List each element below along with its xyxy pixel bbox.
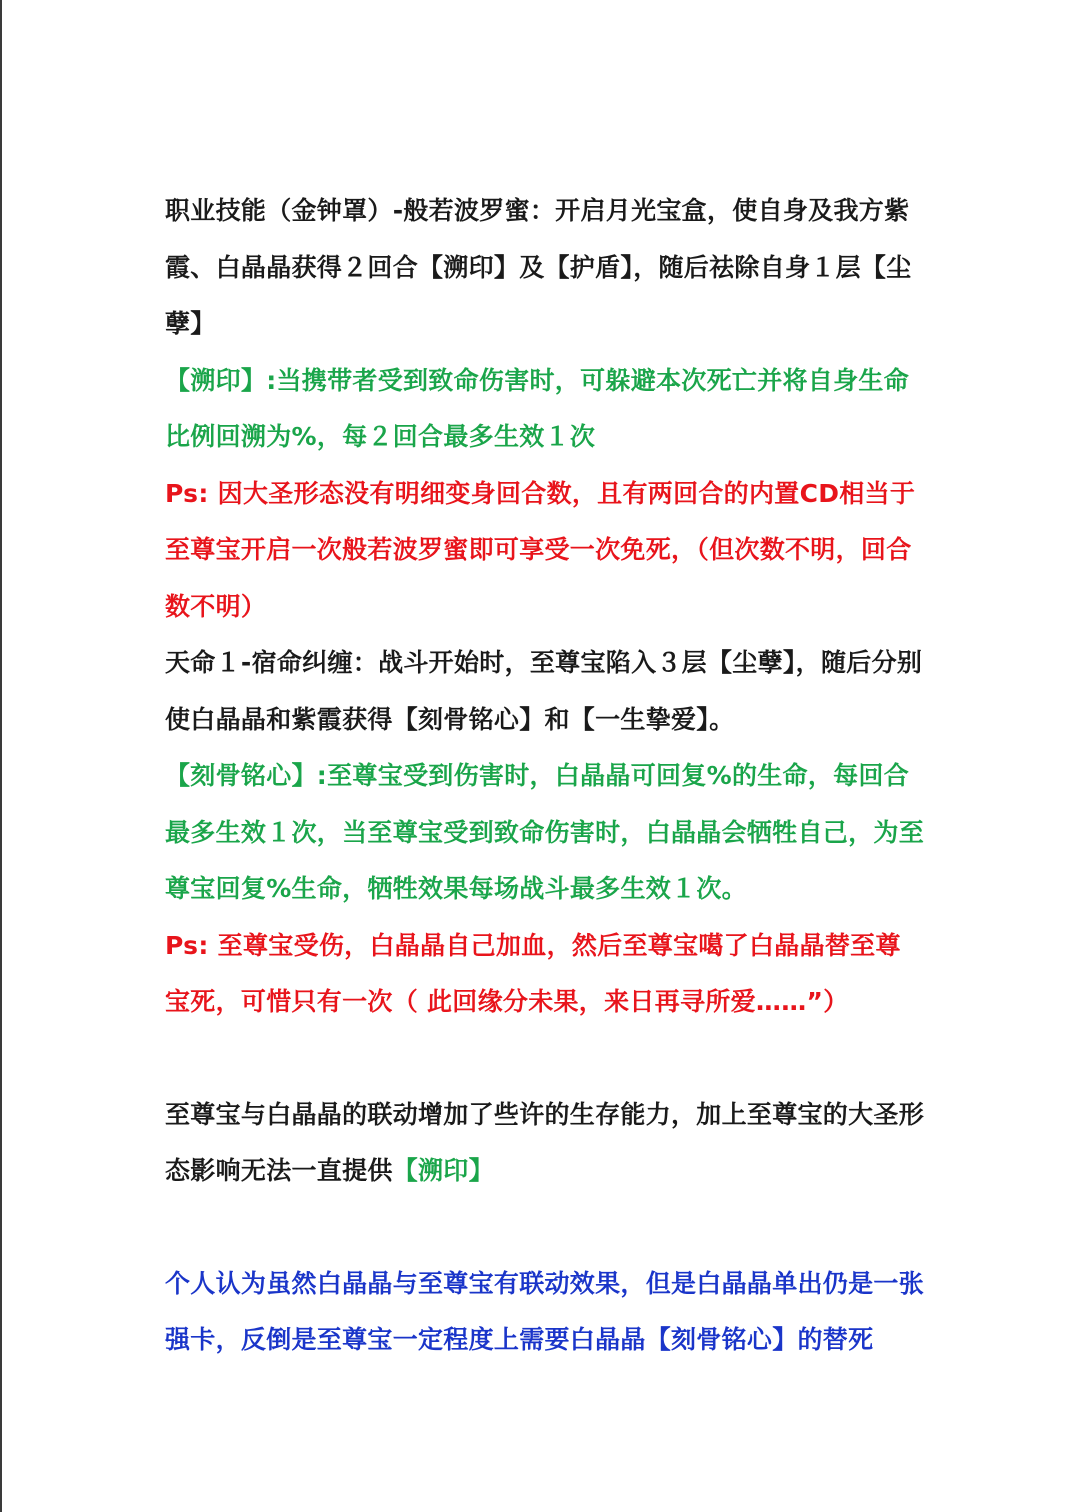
skill-paragraph: 职业技能（金钟罩）-般若波罗蜜：开启月光宝盒，使自身及我方紫霞、白晶晶获得２回合【溯印】及【护盾】，随后祛除自身１层【尘孽】 (165, 196, 912, 338)
spacer (165, 1200, 925, 1256)
fate-paragraph: 天命１-宿命纠缠：战斗开始时，至尊宝陷入３层【尘孽】，随后分别使白晶晶和紫霞获得【刻骨铭心】和【一生挚爱】。 (165, 648, 923, 734)
summary-tag: 【溯印】 (392, 1156, 494, 1185)
article-body (165, 183, 925, 1369)
spacer (165, 1031, 925, 1087)
summary-text: 至尊宝与白晶晶的联动增加了些许的生存能力，加上至尊宝的大圣形态影响无法一直提供 (165, 1099, 925, 1185)
ps-note-1: Ps: 因大圣形态没有明细变身回合数，且有两回合的内置CD相当于至尊宝开启一次般若波罗蜜即可享受一次免死，（但次数不明，回合数不明） (165, 478, 916, 621)
suyin-description: 【溯印】:当携带者受到致命伤害时，可躲避本次死亡并将自身生命比例回溯为%，每２回合最多生效１次 (165, 365, 909, 451)
summary-paragraph (165, 1087, 925, 1200)
kegu-description: 【刻骨铭心】:至尊宝受到伤害时，白晶晶可回复%的生命，每回合最多生效１次，当至尊宝受到致命伤害时，白晶晶会牺牲自己，为至尊宝回复%生命，牺牲效果每场战斗最多生效１次。 (165, 761, 925, 903)
ps-note-2: Ps: 至尊宝受伤，白晶晶自己加血，然后至尊宝噶了白晶晶替至尊宝死，可惜只有一次（ 此回缘分未果，来日再寻所爱……”） (165, 930, 901, 1016)
opinion-paragraph: 个人认为虽然白晶晶与至尊宝有联动效果，但是白晶晶单出仍是一张强卡，反倒是至尊宝一定程度上需要白晶晶【刻骨铭心】的替死 (165, 1268, 925, 1354)
page-edge-border (0, 0, 2, 1512)
